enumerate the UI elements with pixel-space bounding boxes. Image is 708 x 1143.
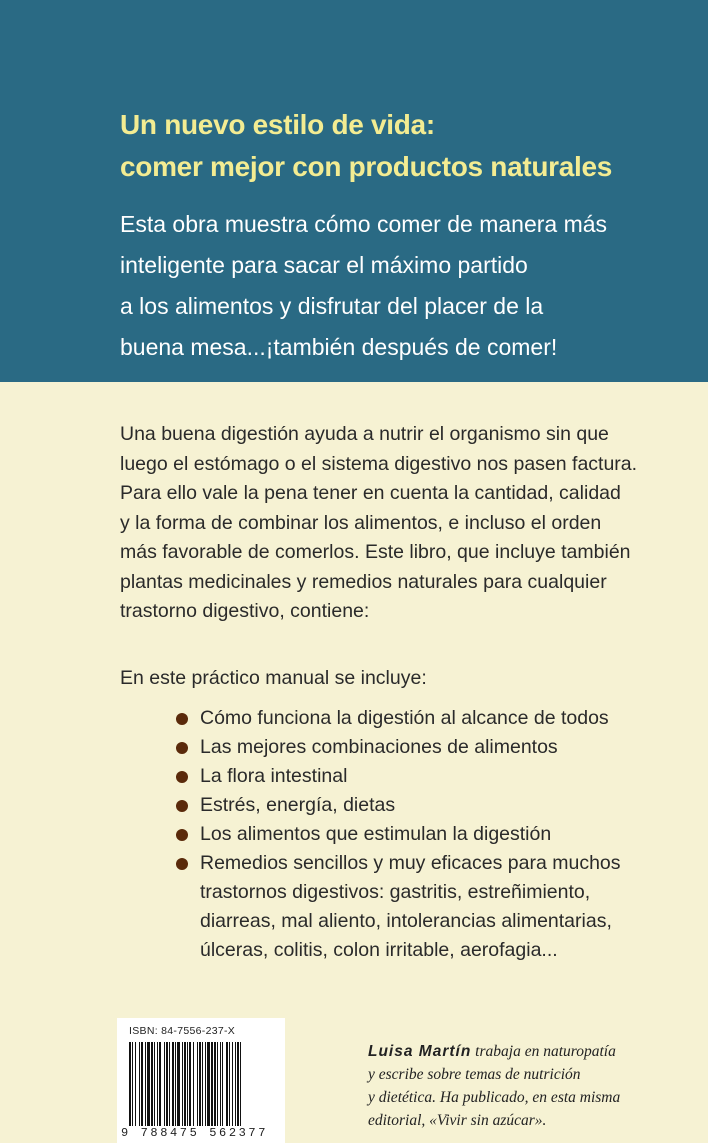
- barcode-bar: [207, 1042, 210, 1126]
- barcode-bar: [135, 1042, 136, 1126]
- bullet-icon: [176, 800, 188, 812]
- bullet-icon: [176, 713, 188, 725]
- barcode-bar: [147, 1042, 150, 1126]
- barcode-bar: [237, 1042, 239, 1126]
- barcode-bar: [235, 1042, 236, 1126]
- barcode-bar: [205, 1042, 206, 1126]
- barcode-bar: [154, 1042, 155, 1126]
- barcode-bar: [139, 1042, 140, 1126]
- barcode-bar: [164, 1042, 165, 1126]
- author-bio-text: trabaja en naturopatía: [471, 1043, 616, 1060]
- barcode-bar: [189, 1042, 191, 1126]
- intro-line: inteligente para sacar el máximo partido: [120, 252, 528, 278]
- author-bio: [368, 1040, 698, 1132]
- list-item-text: trastornos digestivos: gastritis, estreñimiento,: [200, 881, 591, 903]
- contents-list: [176, 704, 696, 965]
- list-item: [176, 820, 696, 849]
- bullet-icon: [176, 829, 188, 841]
- list-item: [176, 849, 696, 965]
- intro-paragraph: [120, 204, 700, 368]
- description-line: más favorable de comerlos. Este libro, que incluye también: [120, 541, 631, 563]
- list-item-text: Las mejores combinaciones de alimentos: [200, 736, 558, 758]
- barcode-bar: [199, 1042, 201, 1126]
- barcode-bar: [172, 1042, 174, 1126]
- intro-line: buena mesa...¡también después de comer!: [120, 334, 558, 360]
- author-bio-text: y dietética. Ha publicado, en esta misma: [368, 1089, 621, 1106]
- barcode-bar: [159, 1042, 161, 1126]
- description-line: y la forma de combinar los alimentos, e incluso el orden: [120, 511, 602, 534]
- barcode-bar: [187, 1042, 188, 1126]
- barcode-bar: [184, 1042, 186, 1126]
- barcode-bar: [220, 1042, 221, 1126]
- list-item: [176, 704, 696, 733]
- list-item-text: Cómo funciona la digestión al alcance de todos: [200, 707, 609, 729]
- barcode-bar: [177, 1042, 180, 1126]
- intro-line: a los alimentos y disfrutar del placer de la: [120, 293, 544, 319]
- barcode-bar: [229, 1042, 230, 1126]
- description-paragraph: [120, 420, 700, 627]
- barcode-bar: [193, 1042, 194, 1126]
- barcode-bar: [240, 1042, 241, 1126]
- barcode-bar: [145, 1042, 146, 1126]
- barcode-image: [129, 1042, 275, 1126]
- description-line: Una buena digestión ayuda a nutrir el organismo sin que: [120, 423, 609, 445]
- list-item-text: Estrés, energía, dietas: [200, 794, 396, 816]
- barcode-digits: 9 788475 562377: [121, 1126, 269, 1140]
- barcode-bar: [157, 1042, 158, 1126]
- barcode-box: [117, 1018, 285, 1143]
- headline: [120, 104, 680, 188]
- bullet-icon: [176, 742, 188, 754]
- list-item-text: úlceras, colitis, colon irritable, aerofagia...: [200, 939, 558, 961]
- isbn-label: ISBN: 84-7556-237-X: [129, 1025, 236, 1037]
- author-name: Luisa Martín: [368, 1043, 472, 1060]
- manual-intro: En este práctico manual se incluye:: [120, 667, 427, 689]
- list-item-text: La flora intestinal: [200, 765, 348, 787]
- list-item-text: diarreas, mal aliento, intolerancias alimentarias,: [200, 910, 612, 932]
- barcode-bar: [222, 1042, 223, 1126]
- barcode-bar: [232, 1042, 233, 1126]
- description-line: plantas medicinales y remedios naturales para cualquier: [120, 570, 607, 593]
- author-bio-line-1: [368, 1040, 698, 1063]
- bullet-icon: [176, 858, 188, 870]
- author-bio-text: y escribe sobre temas de nutrición: [368, 1066, 581, 1083]
- list-item: [176, 733, 696, 762]
- barcode-bar: [197, 1042, 198, 1126]
- barcode-bar: [132, 1042, 133, 1126]
- barcode-bar: [141, 1042, 143, 1126]
- barcode-bar: [202, 1042, 203, 1126]
- bullet-icon: [176, 771, 188, 783]
- description-line: Para ello vale la pena tener en cuenta la cantidad, calidad: [120, 482, 621, 504]
- author-bio-text: editorial, «Vivir sin azúcar».: [368, 1112, 547, 1129]
- barcode-bar: [217, 1042, 218, 1126]
- list-item: [176, 762, 696, 791]
- headline-line: comer mejor con productos naturales: [120, 151, 613, 182]
- barcode-bar: [169, 1042, 170, 1126]
- headline-line: Un nuevo estilo de vida:: [120, 109, 435, 140]
- barcode-bar: [151, 1042, 153, 1126]
- barcode-bar: [214, 1042, 216, 1126]
- barcode-bar: [129, 1042, 131, 1126]
- description-line: trastorno digestivo, contiene:: [120, 600, 370, 622]
- barcode-bar: [226, 1042, 228, 1126]
- barcode-bar: [182, 1042, 183, 1126]
- barcode-bar: [166, 1042, 168, 1126]
- list-item-text: Remedios sencillos y muy eficaces para muchos: [200, 852, 621, 874]
- barcode-bar: [175, 1042, 176, 1126]
- barcode-bar: [211, 1042, 213, 1126]
- description-line: luego el estómago o el sistema digestivo nos pasen factura.: [120, 452, 638, 475]
- intro-line: Esta obra muestra cómo comer de manera más: [120, 211, 608, 237]
- list-item: [176, 791, 696, 820]
- list-item-text: Los alimentos que estimulan la digestión: [200, 823, 552, 845]
